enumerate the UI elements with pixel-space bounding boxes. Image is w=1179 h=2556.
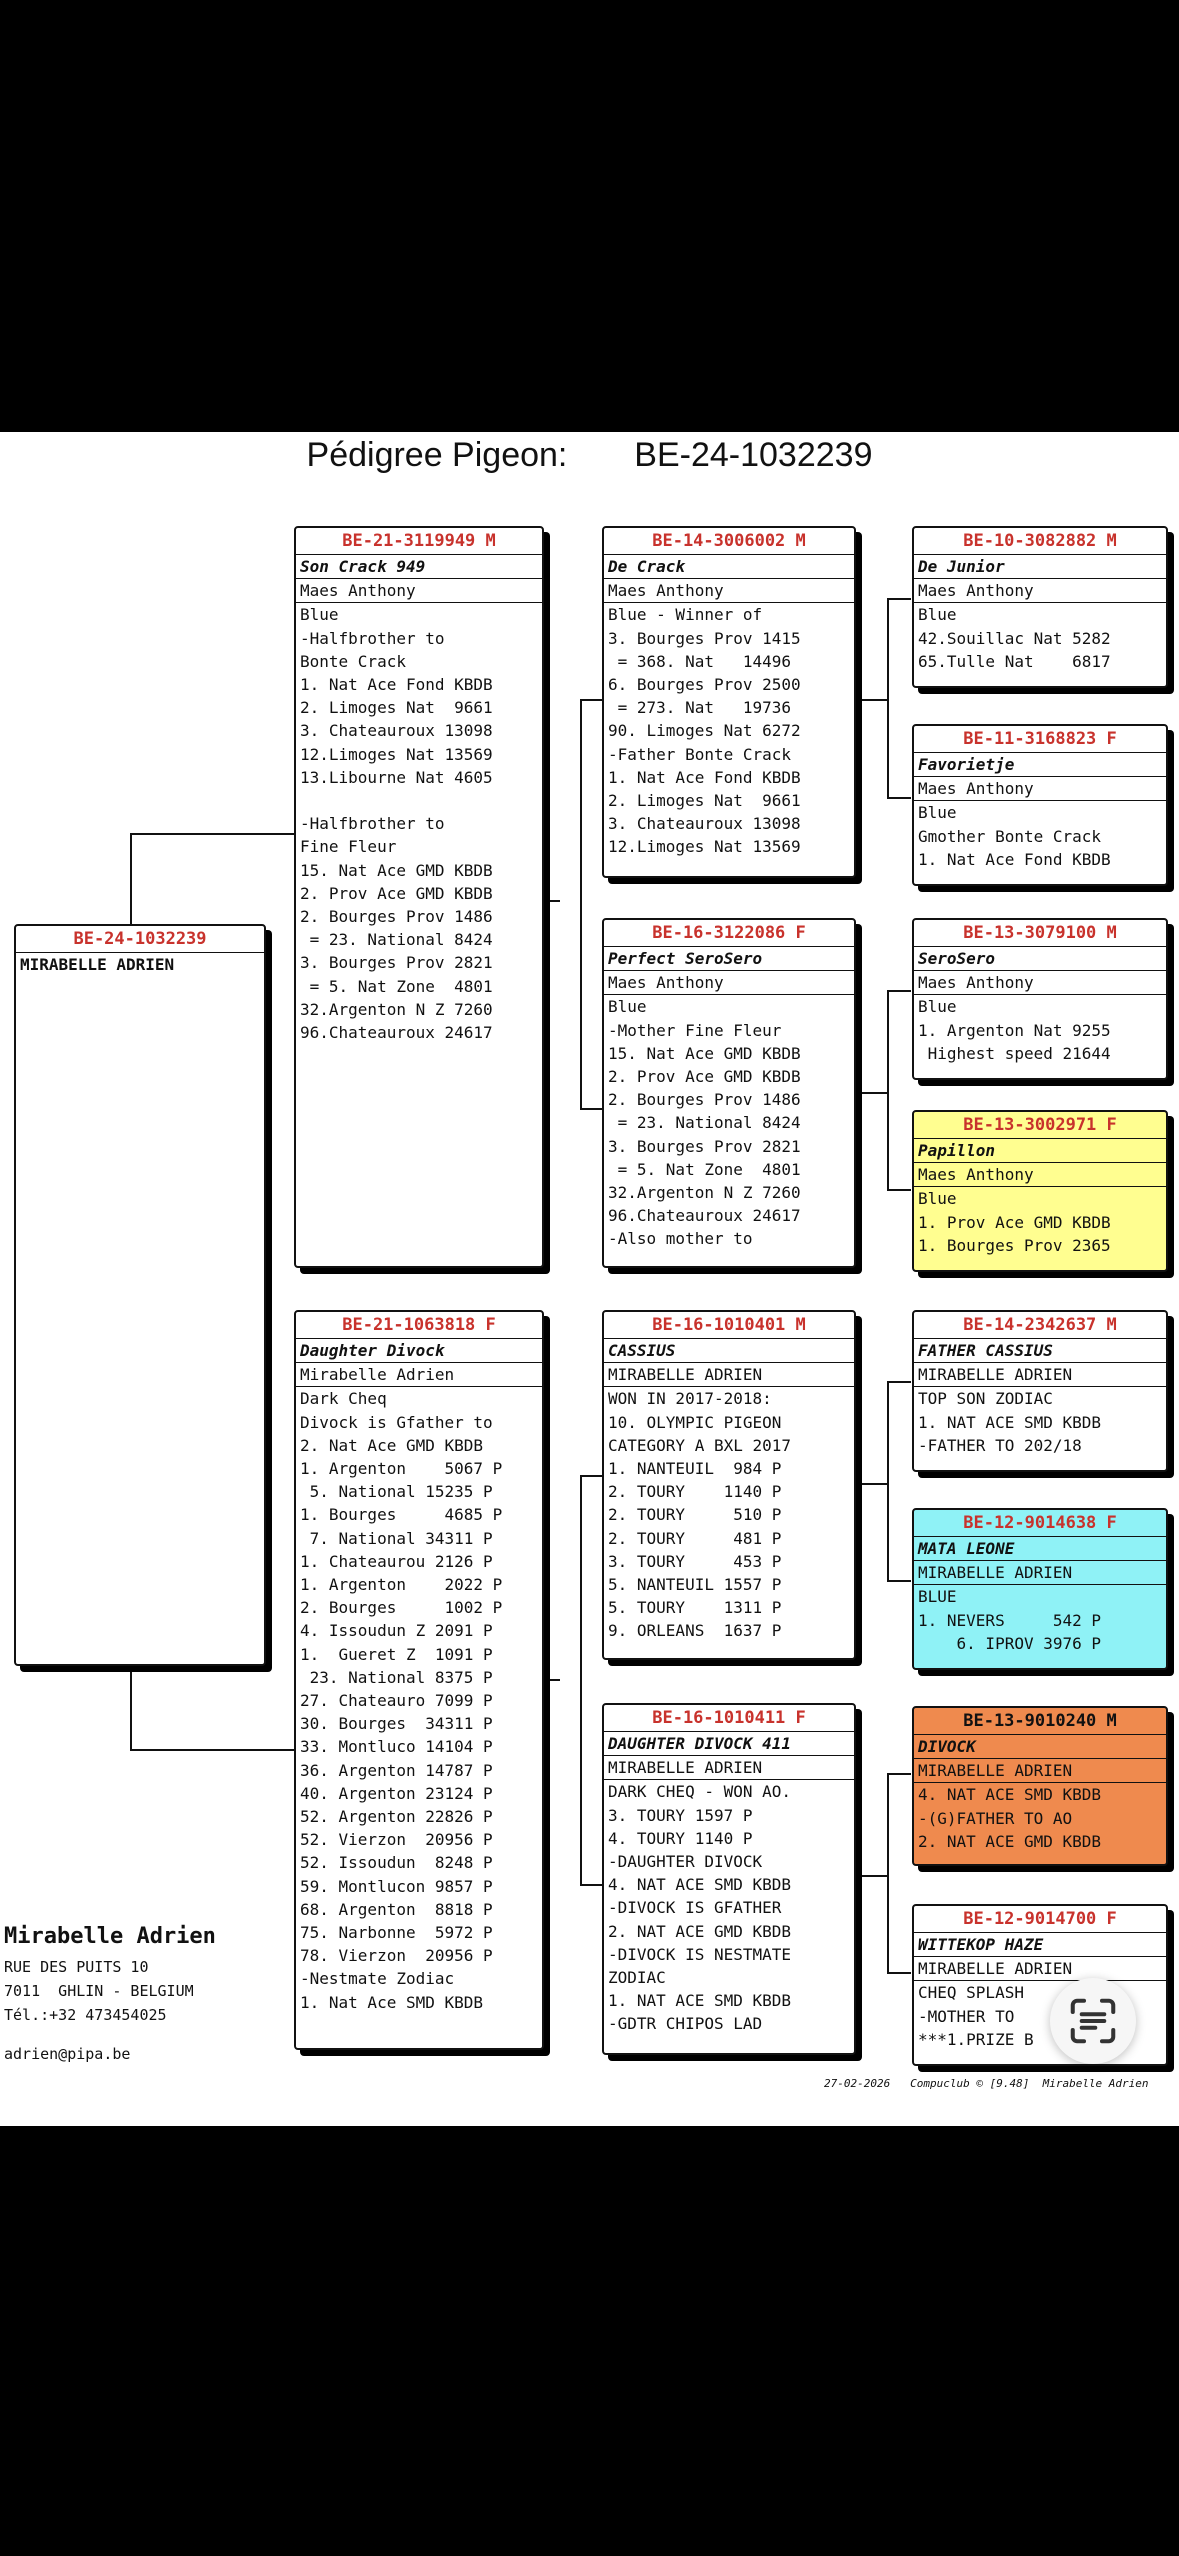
card-body <box>914 946 1166 1065</box>
connector-line <box>887 1381 911 1383</box>
info-line: 2. Limoges Nat 9661 <box>608 791 801 811</box>
info-line: 4. Issoudun Z 2091 P <box>300 1621 493 1641</box>
info-line: 1. Argenton 2022 P <box>300 1575 503 1595</box>
owner-name: Maes Anthony <box>914 777 1166 801</box>
info-line: 96.Chateauroux 24617 <box>300 1023 493 1043</box>
breeder-name: Mirabelle Adrien <box>4 1924 216 1949</box>
info-line: 78. Vierzon 20956 P <box>300 1946 493 1966</box>
connector-line <box>544 1679 560 1681</box>
ring-number: BE-16-3122086 F <box>652 923 806 943</box>
pigeon-name: WITTEKOP HAZE <box>914 1932 1166 1957</box>
info-line: 1. Prov Ace GMD KBDB <box>918 1212 1111 1232</box>
info-line: Blue <box>918 605 957 625</box>
info-line: 2. TOURY 510 P <box>608 1505 782 1525</box>
info-line: 1. Bourges 4685 P <box>300 1505 503 1525</box>
info-line: 3. Chateauroux 13098 <box>300 721 493 741</box>
card-body <box>914 1536 1166 1655</box>
owner-name: Maes Anthony <box>604 971 854 995</box>
scan-text-icon[interactable] <box>1050 1978 1136 2064</box>
info-line: 1. Nat Ace SMD KBDB <box>300 1992 484 2012</box>
sire-sire-card[interactable] <box>602 526 856 878</box>
info-line: ***1.PRIZE B <box>918 2029 1034 2049</box>
card-body <box>604 1731 854 2036</box>
connector-line <box>887 598 911 600</box>
info-line: 90. Limoges Nat 6272 <box>608 721 801 741</box>
info-line: -FATHER TO 202/18 <box>918 1435 1082 1455</box>
info-line: 30. Bourges 34311 P <box>300 1714 493 1734</box>
info-line: 3. Chateauroux 13098 <box>608 814 801 834</box>
info-line: = 368. Nat 14496 <box>608 651 792 671</box>
pigeon-name: Son Crack 949 <box>296 554 542 579</box>
connector-line <box>580 699 602 701</box>
ring-number: BE-13-3002971 F <box>963 1115 1117 1135</box>
info-line: 96.Chateauroux 24617 <box>608 1206 801 1226</box>
subject-card[interactable] <box>14 924 266 1666</box>
dam-dam-card[interactable] <box>602 1703 856 2055</box>
connector-line <box>857 1483 887 1485</box>
owner-name: Maes Anthony <box>914 579 1166 603</box>
info-line: 1. Nat Ace Fond KBDB <box>300 675 493 695</box>
connector-line <box>580 1475 582 1885</box>
connector-line <box>130 833 294 835</box>
info-line: Blue <box>608 997 647 1017</box>
info-line: Dark Cheq <box>300 1389 387 1409</box>
info-line: 1. Gueret Z 1091 P <box>300 1644 493 1664</box>
connector-line <box>857 1875 887 1877</box>
info-line: 1. Nat Ace Fond KBDB <box>918 849 1111 869</box>
connector-line <box>130 1668 132 1750</box>
sdd-card[interactable] <box>912 1110 1168 1272</box>
connector-line <box>887 1972 911 1974</box>
ssd-card[interactable] <box>912 724 1168 886</box>
info-line: = 23. National 8424 <box>300 930 493 950</box>
info-line: 2. NAT ACE GMD KBDB <box>918 1831 1102 1851</box>
info-line: 4. NAT ACE SMD KBDB <box>608 1875 792 1895</box>
ring-number: BE-13-3079100 M <box>963 923 1117 943</box>
info-line: 68. Argenton 8818 P <box>300 1899 493 1919</box>
card-body <box>296 554 542 1044</box>
info-line: 5. TOURY 1311 P <box>608 1598 782 1618</box>
info-line: 12.Limoges Nat 13569 <box>608 837 801 857</box>
owner-name: Maes Anthony <box>604 579 854 603</box>
breeder-city: 7011 GHLIN - BELGIUM <box>4 1982 194 2000</box>
pigeon-name: MATA LEONE <box>914 1536 1166 1561</box>
connector-line <box>887 797 911 799</box>
footer-date: 27-02-2026 <box>824 2077 891 2090</box>
info-line: 2. TOURY 1140 P <box>608 1482 782 1502</box>
info-line: 3. Bourges Prov 1415 <box>608 628 801 648</box>
info-line: WON IN 2017-2018: <box>608 1389 772 1409</box>
sire-card[interactable] <box>294 526 544 1268</box>
footer-owner: Mirabelle Adrien <box>1042 2077 1149 2090</box>
info-line: Blue <box>918 997 957 1017</box>
dds-card[interactable] <box>912 1706 1168 1866</box>
info-line: -Halfbrother to <box>300 814 445 834</box>
ring-number: BE-14-3006002 M <box>652 531 806 551</box>
ring-number: BE-10-3082882 M <box>963 531 1117 551</box>
info-line: 15. Nat Ace GMD KBDB <box>608 1043 801 1063</box>
pigeon-name: DIVOCK <box>914 1734 1166 1759</box>
owner-name: MIRABELLE ADRIEN <box>914 1957 1166 1981</box>
info-line: 32.Argenton N Z 7260 <box>300 999 493 1019</box>
pigeon-name: CASSIUS <box>604 1338 854 1363</box>
pigeon-name: De Crack <box>604 554 854 579</box>
ring-number: BE-16-1010401 M <box>652 1315 806 1335</box>
owner-name: Maes Anthony <box>296 579 542 603</box>
connector-line <box>580 1108 602 1110</box>
info-line: 59. Montlucon 9857 P <box>300 1876 493 1896</box>
info-line: 1. NAT ACE SMD KBDB <box>608 1991 792 2011</box>
footer <box>824 2077 1149 2090</box>
pigeon-name: Favorietje <box>914 752 1166 777</box>
connector-line <box>887 1773 889 1973</box>
info-line: 9. ORLEANS 1637 P <box>608 1621 782 1641</box>
connector-line <box>857 1092 887 1094</box>
info-line: -Also mother to <box>608 1229 753 1249</box>
owner-name: Mirabelle Adrien <box>296 1363 542 1387</box>
info-line: = 5. Nat Zone 4801 <box>300 976 493 996</box>
connector-line <box>887 1773 911 1775</box>
info-line: 75. Narbonne 5972 P <box>300 1923 493 1943</box>
card-body <box>914 1338 1166 1457</box>
connector-line <box>130 1749 294 1751</box>
pigeon-name: De Junior <box>914 554 1166 579</box>
card-body <box>914 554 1166 673</box>
info-line: CATEGORY A BXL 2017 <box>608 1435 792 1455</box>
info-line: 2. Prov Ace GMD KBDB <box>300 883 493 903</box>
info-line: 2. Prov Ace GMD KBDB <box>608 1067 801 1087</box>
connector-line <box>887 990 911 992</box>
info-line: TOP SON ZODIAC <box>918 1389 1053 1409</box>
info-line: -Mother Fine Fleur <box>608 1020 782 1040</box>
connector-line <box>887 990 889 1190</box>
connector-line <box>887 1381 889 1581</box>
breeder-info <box>4 1924 216 2063</box>
title-label: Pédigree Pigeon: <box>306 436 568 474</box>
card-body <box>604 554 854 859</box>
connector-line <box>130 833 132 925</box>
info-line: CHEQ SPLASH <box>918 1983 1024 2003</box>
info-line: -GDTR CHIPOS LAD <box>608 2014 763 2034</box>
owner-name: MIRABELLE ADRIEN <box>914 1363 1166 1387</box>
info-line: 4. TOURY 1140 P <box>608 1828 753 1848</box>
info-line: -DAUGHTER DIVOCK <box>608 1852 763 1872</box>
info-line: 1. Argenton Nat 9255 <box>918 1020 1111 1040</box>
sire-dam-card[interactable] <box>602 918 856 1268</box>
info-line: 1. Nat Ace Fond KBDB <box>608 767 801 787</box>
info-line: -(G)FATHER TO AO <box>918 1808 1073 1828</box>
card-body <box>604 946 854 1251</box>
info-line: 1. NEVERS 542 P <box>918 1610 1102 1630</box>
info-line: 2. Nat Ace GMD KBDB <box>300 1435 484 1455</box>
info-line: -Father Bonte Crack <box>608 744 792 764</box>
connector-line <box>857 699 887 701</box>
ring-number: BE-16-1010411 F <box>652 1708 806 1728</box>
info-line: = 23. National 8424 <box>608 1113 801 1133</box>
pigeon-name: Daughter Divock <box>296 1338 542 1363</box>
info-line <box>300 789 538 812</box>
card-body <box>914 1734 1166 1853</box>
ring-number: BE-21-1063818 F <box>342 1315 496 1335</box>
info-line: Bonte Crack <box>300 651 406 671</box>
connector-line <box>887 598 889 798</box>
info-line: 1. Bourges Prov 2365 <box>918 1235 1111 1255</box>
pigeon-name: DAUGHTER DIVOCK 411 <box>604 1731 854 1756</box>
title-ring: BE-24-1032239 <box>634 436 873 474</box>
info-line: 1. Chateaurou 2126 P <box>300 1551 493 1571</box>
owner-name: MIRABELLE ADRIEN <box>604 1363 854 1387</box>
connector-line <box>580 1475 602 1477</box>
sss-card[interactable] <box>912 526 1168 688</box>
pigeon-name: FATHER CASSIUS <box>914 1338 1166 1363</box>
ring-number: BE-11-3168823 F <box>963 729 1117 749</box>
info-line: Divock is Gfather to <box>300 1412 493 1432</box>
info-line: Blue <box>918 803 957 823</box>
card-body <box>914 1138 1166 1257</box>
ring-number: BE-12-9014638 F <box>963 1513 1117 1533</box>
info-line: 36. Argenton 14787 P <box>300 1760 493 1780</box>
info-line: = 273. Nat 19736 <box>608 698 792 718</box>
info-line: 1. Argenton 5067 P <box>300 1459 503 1479</box>
info-line: 2. Bourges 1002 P <box>300 1598 503 1618</box>
info-line: 52. Argenton 22826 P <box>300 1807 493 1827</box>
info-line: 33. Montluco 14104 P <box>300 1737 493 1757</box>
info-line: -Halfbrother to <box>300 628 445 648</box>
info-line: 2. Limoges Nat 9661 <box>300 698 493 718</box>
ring-number: BE-13-9010240 M <box>963 1711 1117 1731</box>
info-line: Gmother Bonte Crack <box>918 826 1102 846</box>
info-line: Blue <box>300 605 339 625</box>
info-line: 1. NAT ACE SMD KBDB <box>918 1412 1102 1432</box>
pigeon-name: SeroSero <box>914 946 1166 971</box>
ring-number: BE-14-2342637 M <box>963 1315 1117 1335</box>
dsd-card[interactable] <box>912 1508 1168 1670</box>
info-line: Fine Fleur <box>300 837 397 857</box>
ring-number: BE-21-3119949 M <box>342 531 496 551</box>
info-line: 23. National 8375 P <box>300 1667 493 1687</box>
breeder-email[interactable]: adrien@pipa.be <box>4 2045 131 2063</box>
info-line: 52. Issoudun 8248 P <box>300 1853 493 1873</box>
info-line: 2. TOURY 481 P <box>608 1528 782 1548</box>
owner-name: MIRABELLE ADRIEN <box>604 1756 854 1780</box>
info-line: Highest speed 21644 <box>918 1043 1111 1063</box>
owner-name: MIRABELLE ADRIEN <box>914 1759 1166 1783</box>
info-line: 42.Souillac Nat 5282 <box>918 628 1111 648</box>
pigeon-name: Perfect SeroSero <box>604 946 854 971</box>
info-line: ZODIAC <box>608 1968 666 1988</box>
info-line: 6. Bourges Prov 2500 <box>608 675 801 695</box>
info-line: 40. Argenton 23124 P <box>300 1783 493 1803</box>
info-line: 65.Tulle Nat 6817 <box>918 651 1111 671</box>
ring-number: BE-12-9014700 F <box>963 1909 1117 1929</box>
sds-card[interactable] <box>912 918 1168 1080</box>
footer-software: Compuclub © [9.48] <box>910 2077 1030 2090</box>
info-line: -DIVOCK IS NESTMATE <box>608 1944 792 1964</box>
info-line: 27. Chateauro 7099 P <box>300 1691 493 1711</box>
owner-name: MIRABELLE ADRIEN <box>20 955 175 974</box>
info-line: 52. Vierzon 20956 P <box>300 1830 493 1850</box>
breeder-phone: Tél.:+32 473454025 <box>4 2006 167 2024</box>
info-line: = 5. Nat Zone 4801 <box>608 1159 801 1179</box>
info-line: 5. National 15235 P <box>300 1482 493 1502</box>
owner-name: Maes Anthony <box>914 1163 1166 1187</box>
owner-name: MIRABELLE ADRIEN <box>914 1561 1166 1585</box>
info-line: 7. National 34311 P <box>300 1528 493 1548</box>
connector-line <box>580 699 582 1109</box>
info-line: -Nestmate Zodiac <box>300 1969 455 1989</box>
connector-line <box>887 1189 911 1191</box>
info-line: 2. NAT ACE GMD KBDB <box>608 1921 792 1941</box>
info-line: Blue - Winner of <box>608 605 763 625</box>
info-line: 13.Libourne Nat 4605 <box>300 767 493 787</box>
breeder-street: RUE DES PUITS 10 <box>4 1958 149 1976</box>
card-body <box>604 1338 854 1643</box>
info-line: 5. NANTEUIL 1557 P <box>608 1575 782 1595</box>
info-line: 3. Bourges Prov 2821 <box>608 1136 801 1156</box>
info-line: 1. NANTEUIL 984 P <box>608 1459 782 1479</box>
dam-sire-card[interactable] <box>602 1310 856 1660</box>
owner-name: Maes Anthony <box>914 971 1166 995</box>
info-line: DARK CHEQ - WON AO. <box>608 1782 792 1802</box>
connector-line <box>580 1884 602 1886</box>
page-title <box>0 436 1179 475</box>
dss-card[interactable] <box>912 1310 1168 1472</box>
info-line: -DIVOCK IS GFATHER <box>608 1898 782 1918</box>
info-line: 3. Bourges Prov 2821 <box>300 953 493 973</box>
connector-line <box>887 1580 911 1582</box>
info-line: 3. TOURY 1597 P <box>608 1805 753 1825</box>
connector-line <box>544 900 560 902</box>
info-line: Blue <box>918 1189 957 1209</box>
info-line: 2. Bourges Prov 1486 <box>608 1090 801 1110</box>
ring-number: BE-24-1032239 <box>73 929 207 949</box>
dam-card[interactable] <box>294 1310 544 2050</box>
pigeon-name: Papillon <box>914 1138 1166 1163</box>
card-body <box>296 1338 542 2014</box>
info-line: 15. Nat Ace GMD KBDB <box>300 860 493 880</box>
card-body <box>914 752 1166 871</box>
info-line: 32.Argenton N Z 7260 <box>608 1183 801 1203</box>
info-line: -MOTHER TO <box>918 2006 1015 2026</box>
info-line: 10. OLYMPIC PIGEON <box>608 1412 782 1432</box>
info-line: 6. IPROV 3976 P <box>918 1633 1102 1653</box>
info-line: 4. NAT ACE SMD KBDB <box>918 1785 1102 1805</box>
info-line: 2. Bourges Prov 1486 <box>300 907 493 927</box>
info-line: BLUE <box>918 1587 957 1607</box>
info-line: 3. TOURY 453 P <box>608 1551 782 1571</box>
info-line: 12.Limoges Nat 13569 <box>300 744 493 764</box>
